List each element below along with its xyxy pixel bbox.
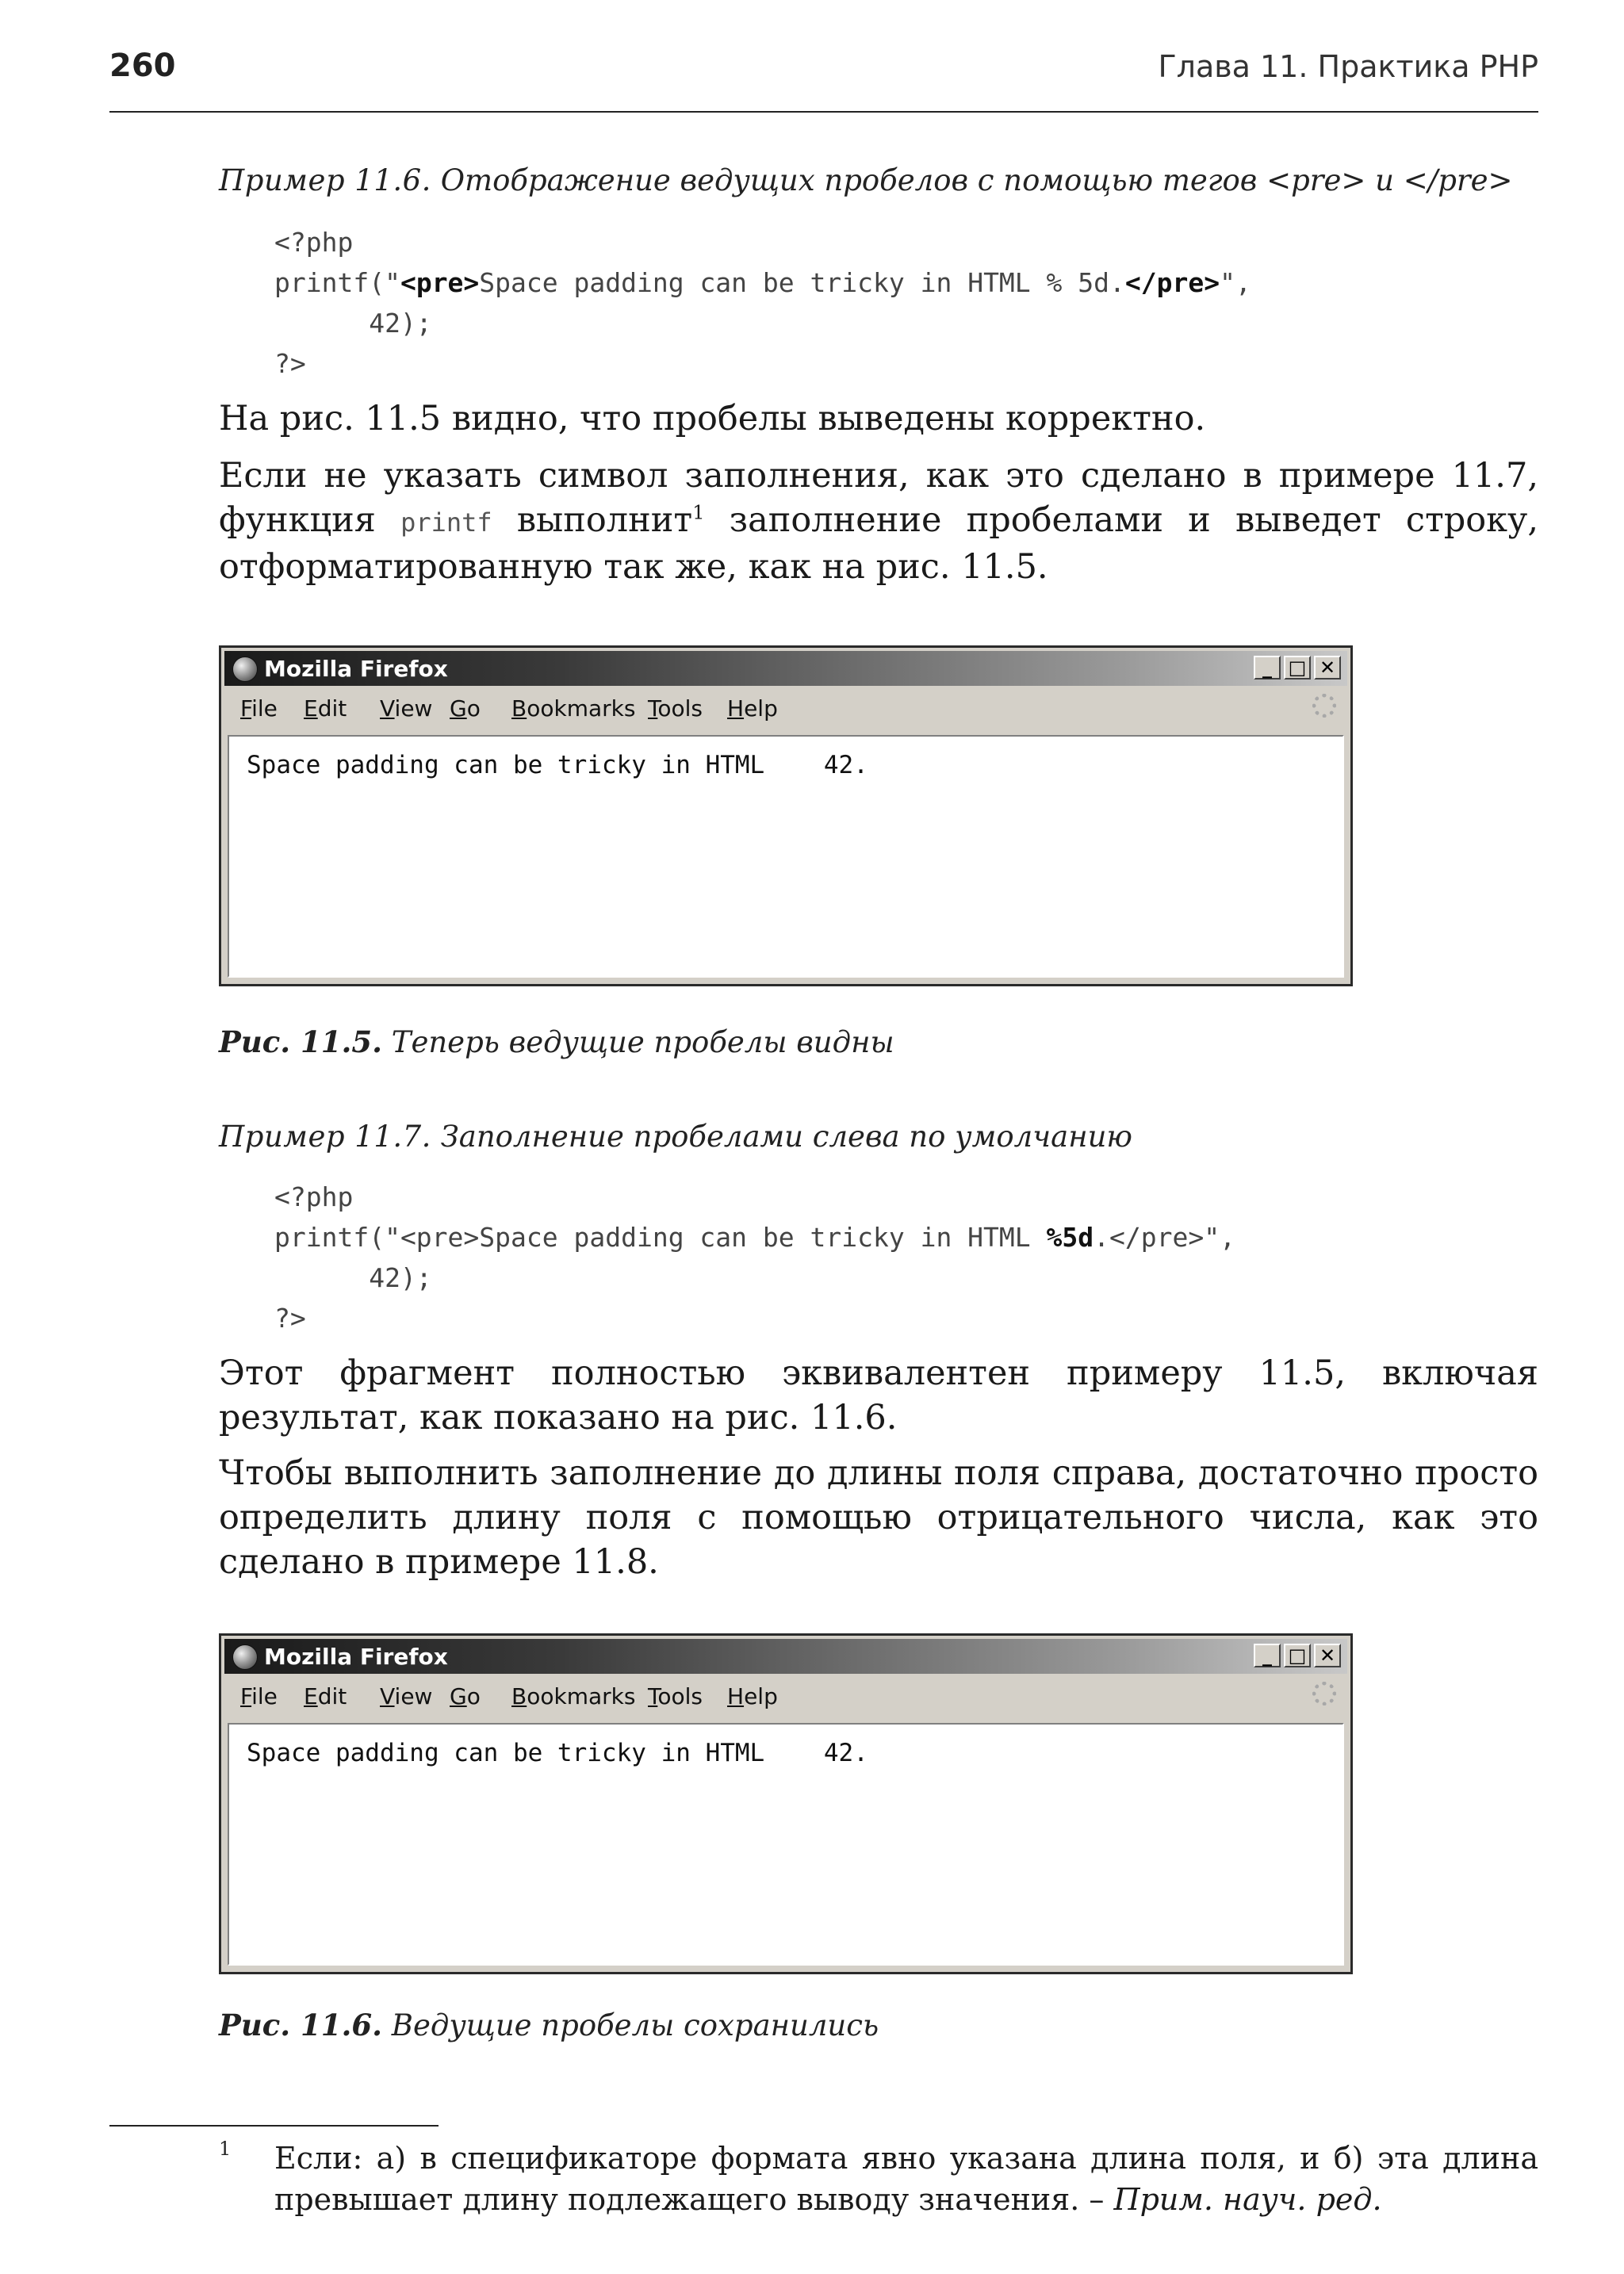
menu-view[interactable]: View	[380, 1683, 433, 1709]
menu-tools[interactable]: Tools	[648, 1683, 703, 1709]
title-bar	[224, 1639, 1347, 1674]
menu-bar	[224, 689, 1347, 725]
figure-caption-text: Теперь ведущие пробелы видны	[391, 1025, 894, 1059]
throbber-icon	[1312, 1682, 1336, 1706]
browser-window	[219, 1633, 1353, 1974]
firefox-icon	[232, 657, 258, 682]
menu-file[interactable]: File	[240, 695, 278, 722]
menu-bookmarks[interactable]: Bookmarks	[511, 695, 636, 722]
browser-content	[228, 735, 1344, 978]
menu-bar	[224, 1677, 1347, 1713]
example-title: Заполнение пробелами слева по умолчанию	[440, 1120, 1133, 1154]
menu-help[interactable]: Help	[727, 1683, 778, 1709]
example-title: Отображение ведущих пробелов с помощью тегов <pre> и </pre>	[440, 163, 1513, 197]
code-line: <?php	[274, 227, 354, 258]
example-label: Пример 11.7.	[219, 1120, 431, 1154]
code-block-11-7	[274, 1177, 1235, 1338]
menu-go[interactable]: Go	[450, 1683, 481, 1709]
paragraph: На рис. 11.5 видно, что пробелы выведены корректно.	[219, 399, 1206, 438]
title-bar	[224, 651, 1347, 686]
minimize-button[interactable]: _	[1254, 1644, 1281, 1667]
page-output: Space padding can be tricky in HTML 42.	[247, 751, 868, 779]
close-button[interactable]: ✕	[1314, 1644, 1341, 1667]
code-line: 42);	[274, 1262, 432, 1293]
footnote-note: Прим. науч. ред.	[1113, 2182, 1382, 2217]
maximize-button[interactable]: □	[1284, 656, 1311, 680]
figure-11-6-caption	[219, 2008, 879, 2042]
throbber-icon	[1312, 694, 1336, 718]
code-line: ?>	[274, 1303, 306, 1334]
code-line: <?php	[274, 1181, 354, 1212]
paragraph: Чтобы выполнить заполнение до длины поля справа, достаточно просто определить длину поля с помощью отрицательного числа, как это сделано в примере 11.8.	[219, 1453, 1538, 1582]
close-button[interactable]: ✕	[1314, 656, 1341, 680]
code-line: printf("<pre>Space padding can be tricky in HTML %5d.</pre>",	[274, 1222, 1235, 1253]
menu-view[interactable]: View	[380, 695, 433, 722]
inline-code: printf	[400, 507, 492, 538]
minimize-button[interactable]: _	[1254, 656, 1281, 680]
window-title: Mozilla Firefox	[264, 656, 448, 682]
page-header	[109, 48, 1538, 113]
window-title: Mozilla Firefox	[264, 1644, 448, 1670]
footnote-ref: 1	[692, 501, 705, 524]
code-line: 42);	[274, 308, 432, 339]
menu-file[interactable]: File	[240, 1683, 278, 1709]
menu-edit[interactable]: Edit	[304, 695, 347, 722]
figure-label: Рис. 11.6.	[219, 2008, 383, 2042]
example-11-7-caption	[219, 1120, 1132, 1154]
figure-label: Рис. 11.5.	[219, 1024, 383, 1059]
example-label: Пример 11.6.	[219, 163, 431, 197]
browser-content	[228, 1723, 1344, 1966]
menu-go[interactable]: Go	[450, 695, 481, 722]
code-line: printf("<pre>Space padding can be tricky in HTML % 5d.</pre>",	[274, 267, 1251, 298]
browser-window	[219, 645, 1353, 986]
menu-bookmarks[interactable]: Bookmarks	[511, 1683, 636, 1709]
footnote-text: Если: а) в спецификаторе формата явно указана длина поля, и б) эта длина превышает длину подлежащего выводу значения. – Прим. науч. ред.	[274, 2141, 1538, 2217]
figure-11-5-caption	[219, 1024, 894, 1059]
maximize-button[interactable]: □	[1284, 1644, 1311, 1667]
menu-tools[interactable]: Tools	[648, 695, 703, 722]
paragraph: Этот фрагмент полностью эквивалентен примеру 11.5, включая результат, как показано на рис. 11.6.	[219, 1353, 1538, 1438]
paragraph: Если не указать символ заполнения, как это сделано в примере 11.7, функция printf выполнит$^1$ заполнение пробелами и выведет строку, отформатированную так же, как на рис. 11.5.	[219, 456, 1539, 587]
menu-edit[interactable]: Edit	[304, 1683, 347, 1709]
page-number: 260	[109, 48, 176, 84]
code-line: ?>	[274, 348, 306, 379]
menu-help[interactable]: Help	[727, 695, 778, 722]
page-output: Space padding can be tricky in HTML 42.	[247, 1739, 868, 1767]
firefox-icon	[232, 1644, 258, 1670]
code-block-11-6	[274, 222, 1251, 384]
footnote-rule	[109, 2125, 439, 2127]
example-11-6-caption	[219, 163, 1512, 197]
figure-caption-text: Ведущие пробелы сохранились	[391, 2008, 879, 2042]
footnote-number: 1	[219, 2138, 232, 2160]
running-head: Глава 11. Практика PHP	[1158, 49, 1538, 84]
